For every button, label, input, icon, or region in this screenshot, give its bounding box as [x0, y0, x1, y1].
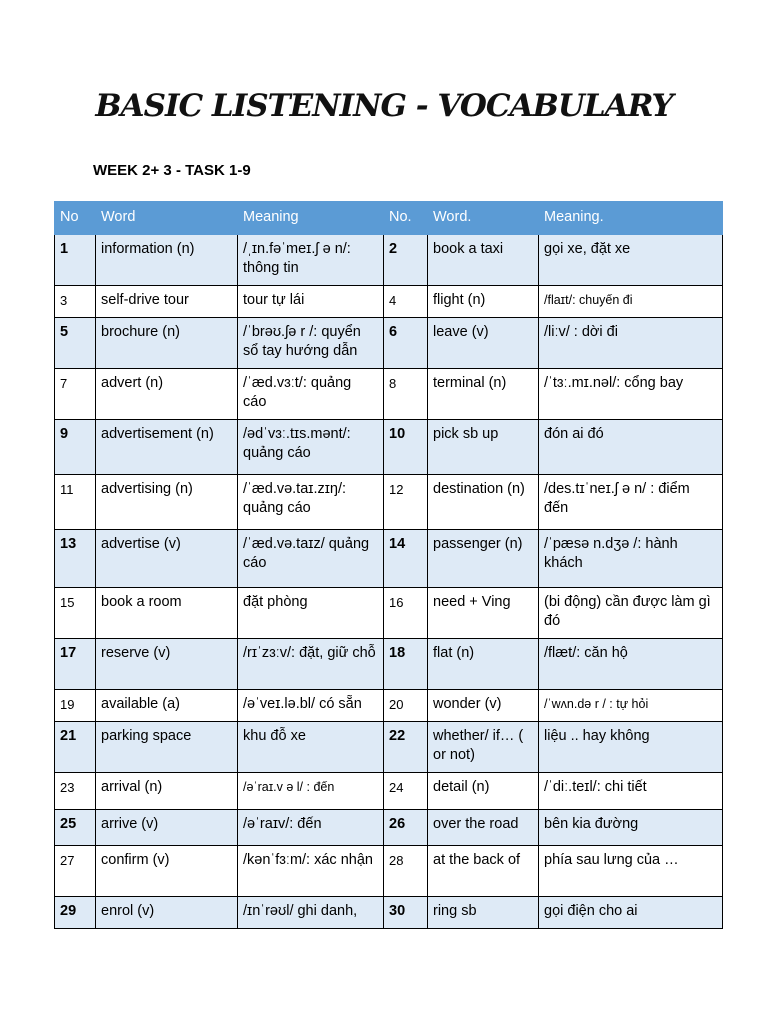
cell-no: 15: [55, 588, 96, 639]
cell-meaning: /ˈæd.və.taɪz/ quảng cáo: [238, 530, 384, 588]
header-no-2: No.: [384, 202, 428, 235]
cell-word: available (a): [96, 690, 238, 722]
cell-no: 27: [55, 846, 96, 897]
cell-meaning-2: liệu .. hay không: [539, 722, 723, 773]
header-no: No: [55, 202, 96, 235]
cell-no-2: 20: [384, 690, 428, 722]
cell-word-2: at the back of: [428, 846, 539, 897]
cell-no-2: 26: [384, 810, 428, 846]
cell-word-2: whether/ if… ( or not): [428, 722, 539, 773]
cell-word: advertisement (n): [96, 420, 238, 475]
cell-no: 7: [55, 369, 96, 420]
table-row: [55, 690, 723, 722]
page-subtitle: WEEK 2+ 3 - TASK 1-9: [93, 162, 251, 179]
table-row: [55, 810, 723, 846]
cell-no: 11: [55, 475, 96, 530]
cell-word: self-drive tour: [96, 286, 238, 318]
vocabulary-table: [54, 201, 723, 929]
cell-meaning-2: /flæt/: căn hộ: [539, 639, 723, 690]
cell-word: reserve (v): [96, 639, 238, 690]
cell-word-2: terminal (n): [428, 369, 539, 420]
cell-no-2: 22: [384, 722, 428, 773]
table-row: [55, 639, 723, 690]
cell-meaning: /əˈraɪv/: đến: [238, 810, 384, 846]
cell-word-2: ring sb: [428, 897, 539, 929]
page-title: BASIC LISTENING - VOCABULARY: [95, 88, 673, 124]
cell-word: advert (n): [96, 369, 238, 420]
header-word: Word: [96, 202, 238, 235]
cell-no: 29: [55, 897, 96, 929]
cell-no-2: 28: [384, 846, 428, 897]
cell-no-2: 4: [384, 286, 428, 318]
cell-meaning-2: gọi điện cho ai: [539, 897, 723, 929]
cell-word: information (n): [96, 235, 238, 286]
cell-no: 17: [55, 639, 96, 690]
cell-meaning-2: /ˈtɜː.mɪ.nəl/: cổng bay: [539, 369, 723, 420]
cell-meaning: /rɪˈzɜːv/: đặt, giữ chỗ: [238, 639, 384, 690]
cell-word: confirm (v): [96, 846, 238, 897]
cell-word: arrival (n): [96, 773, 238, 810]
cell-meaning: /ˈæd.vɜːt/: quảng cáo: [238, 369, 384, 420]
cell-no: 3: [55, 286, 96, 318]
cell-word-2: pick sb up: [428, 420, 539, 475]
cell-word: advertise (v): [96, 530, 238, 588]
header-meaning-2: Meaning.: [539, 202, 723, 235]
cell-meaning: /ɪnˈrəʊl/ ghi danh,: [238, 897, 384, 929]
cell-meaning: /kənˈfɜːm/: xác nhận: [238, 846, 384, 897]
cell-word-2: book a taxi: [428, 235, 539, 286]
cell-word: parking space: [96, 722, 238, 773]
cell-word: advertising (n): [96, 475, 238, 530]
cell-no: 19: [55, 690, 96, 722]
header-word-2: Word.: [428, 202, 539, 235]
cell-no: 9: [55, 420, 96, 475]
cell-meaning-2: đón ai đó: [539, 420, 723, 475]
cell-no-2: 24: [384, 773, 428, 810]
cell-word-2: leave (v): [428, 318, 539, 369]
cell-meaning-2: /des.tɪˈneɪ.ʃ ə n/ : điểm đến: [539, 475, 723, 530]
table-row: [55, 846, 723, 897]
cell-meaning-2: /flaɪt/: chuyến đi: [539, 286, 723, 318]
cell-meaning: tour tự lái: [238, 286, 384, 318]
table-row: [55, 773, 723, 810]
cell-no-2: 12: [384, 475, 428, 530]
cell-meaning: /əˈveɪ.lə.bl/ có sẵn: [238, 690, 384, 722]
table-row: [55, 897, 723, 929]
cell-word-2: passenger (n): [428, 530, 539, 588]
cell-word-2: detail (n): [428, 773, 539, 810]
cell-meaning: khu đỗ xe: [238, 722, 384, 773]
table-row: [55, 318, 723, 369]
cell-word-2: need + Ving: [428, 588, 539, 639]
cell-no: 5: [55, 318, 96, 369]
cell-no-2: 30: [384, 897, 428, 929]
cell-no-2: 6: [384, 318, 428, 369]
table-row: [55, 369, 723, 420]
table-header-row: [55, 202, 723, 235]
cell-meaning-2: /ˈpæsə n.dʒə /: hành khách: [539, 530, 723, 588]
cell-meaning-2: gọi xe, đặt xe: [539, 235, 723, 286]
cell-meaning: /ˌɪn.fəˈmeɪ.ʃ ə n/: thông tin: [238, 235, 384, 286]
cell-meaning: /əˈraɪ.v ə l/ : đến: [238, 773, 384, 810]
cell-no-2: 14: [384, 530, 428, 588]
cell-meaning-2: /ˈdiː.teɪl/: chi tiết: [539, 773, 723, 810]
cell-meaning-2: phía sau lưng của …: [539, 846, 723, 897]
cell-meaning: đặt phòng: [238, 588, 384, 639]
cell-meaning-2: bên kia đường: [539, 810, 723, 846]
cell-meaning-2: (bi động) cần được làm gì đó: [539, 588, 723, 639]
cell-no: 21: [55, 722, 96, 773]
cell-no-2: 8: [384, 369, 428, 420]
table-row: [55, 722, 723, 773]
table-row: [55, 588, 723, 639]
cell-no-2: 2: [384, 235, 428, 286]
cell-word-2: over the road: [428, 810, 539, 846]
header-meaning: Meaning: [238, 202, 384, 235]
table-row: [55, 286, 723, 318]
cell-meaning: /ˈbrəʊ.ʃə r /: quyển sổ tay hướng dẫn: [238, 318, 384, 369]
cell-word-2: wonder (v): [428, 690, 539, 722]
cell-no-2: 10: [384, 420, 428, 475]
cell-word: brochure (n): [96, 318, 238, 369]
cell-meaning: /ədˈvɜː.tɪs.mənt/: quảng cáo: [238, 420, 384, 475]
cell-meaning-2: /liːv/ : dời đi: [539, 318, 723, 369]
cell-word-2: flat (n): [428, 639, 539, 690]
cell-no: 25: [55, 810, 96, 846]
cell-meaning-2: /ˈwʌn.də r / : tự hỏi: [539, 690, 723, 722]
cell-no: 23: [55, 773, 96, 810]
table-row: [55, 530, 723, 588]
table-row: [55, 235, 723, 286]
table-row: [55, 475, 723, 530]
cell-no: 13: [55, 530, 96, 588]
cell-word-2: destination (n): [428, 475, 539, 530]
cell-word: enrol (v): [96, 897, 238, 929]
cell-word: arrive (v): [96, 810, 238, 846]
cell-no-2: 16: [384, 588, 428, 639]
cell-no: 1: [55, 235, 96, 286]
table-row: [55, 420, 723, 475]
cell-word: book a room: [96, 588, 238, 639]
cell-no-2: 18: [384, 639, 428, 690]
cell-word-2: flight (n): [428, 286, 539, 318]
cell-meaning: /ˈæd.və.taɪ.zɪŋ/: quảng cáo: [238, 475, 384, 530]
